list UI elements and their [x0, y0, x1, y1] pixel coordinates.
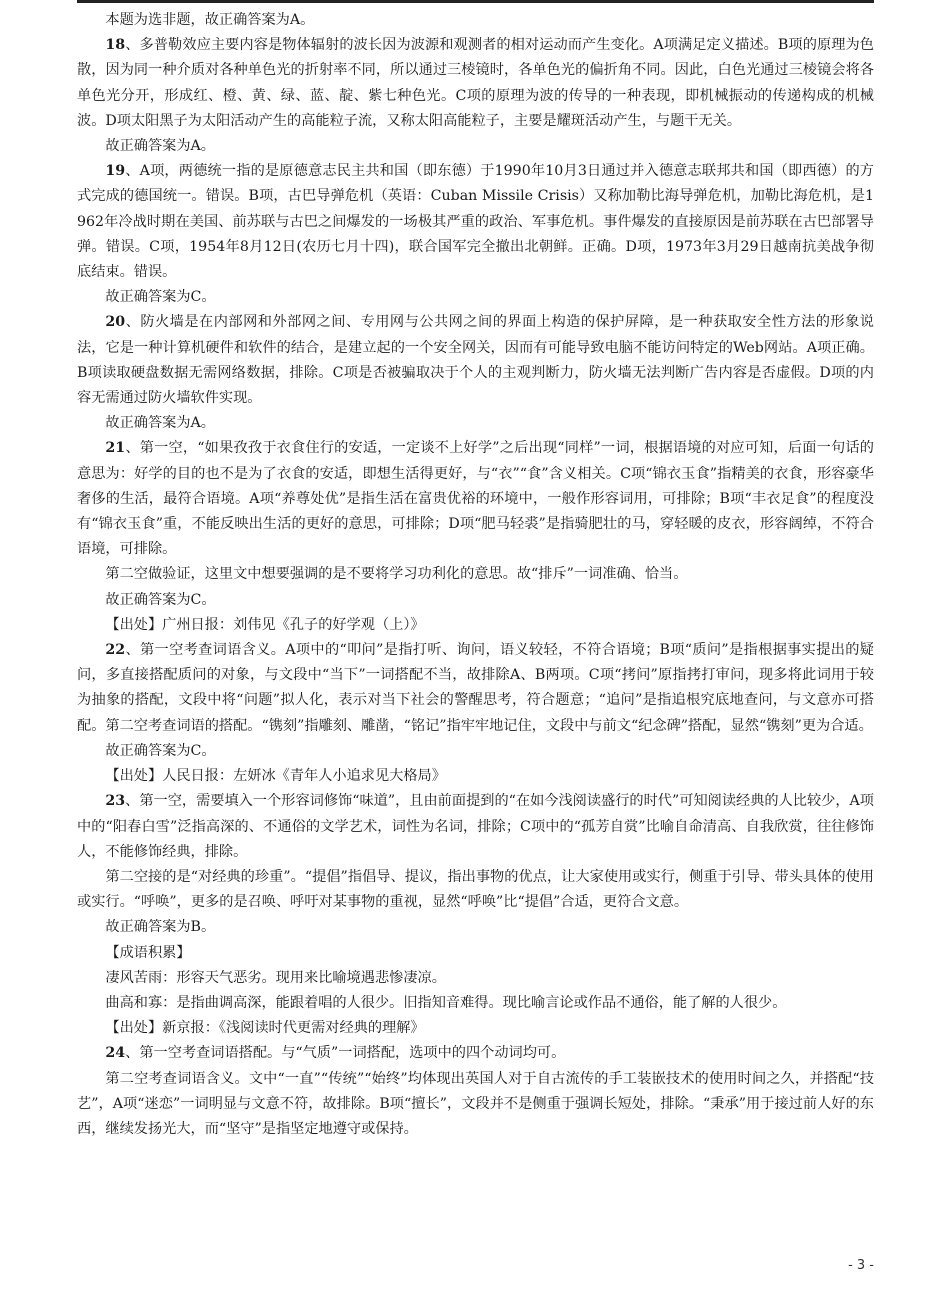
question-19-explanation	[77, 159, 874, 285]
paragraph	[77, 588, 874, 613]
question-number: 21	[105, 440, 126, 457]
paragraph-text: 【出处】新京报：《浅阅读时代更需对经典的理解》	[105, 1020, 425, 1037]
question-number: 23	[105, 793, 126, 810]
paragraph-text: 本题为选非题，故正确答案为A。	[105, 12, 315, 28]
paragraph-text: 【出处】广州日报：刘伟见《孔子的好学观（上）》	[105, 616, 425, 633]
paragraph	[77, 134, 874, 159]
question-24-explanation	[77, 1041, 874, 1066]
paragraph-text: 故正确答案为C。	[105, 742, 216, 759]
paragraph	[77, 613, 874, 638]
paragraph-text: 、多普勒效应主要内容是物体辐射的波长因为波源和观测者的相对运动而产生变化。A项满足定义描述。B项的原理为色散，因为同一种介质对各种单色光的折射率不同，所以通过三棱镜时，各单色光的偏折角不同。因此，白色光通过三棱镜会将各单色光分开，形成红、橙、黄、绿、蓝、靛、紫七种色光。C项的原理为波的传导的一种表现，即机械振动的传递构成的机械波。D项太阳黑子为太阳活动产生的高能粒子流，又称太阳高能粒子，主要是耀斑活动产生，与题干无关。	[77, 37, 874, 129]
paragraph	[77, 865, 874, 915]
page-number: - 3 -	[848, 1258, 874, 1273]
paragraph-text: 、防火墙是在内部网和外部网之间、专用网与公共网之间的界面上构造的保护屏障，是一种获取安全性方法的形象说法，它是一种计算机硬件和软件的结合，是建立起的一个安全网关，因而有可能导致电脑不能访问特定的Web网站。A项正确。B项读取硬盘数据无需网络数据，排除。C项是否被骗取决于个人的主观判断力，防火墙无法判断广告内容是否虚假。D项的内容无需通过防火墙软件实现。	[77, 314, 874, 407]
paragraph-text: 、A项，两德统一指的是原德意志民主共和国（即东德）于1990年10月3日通过并入德意志联邦共和国（即西德）的方式完成的德国统一。错误。B项，古巴导弹危机（英语：Cuban Missile Crisis）又称加勒比海导弹危机，加勒比海危机，是1962年冷战时期在美国、前苏联与古巴之间爆发的一场极其严重的政治、军事危机。事件爆发的直接原因是前苏联在古巴部署导弹。错误。C项，1954年8月12日(农历七月十四)，联合国军完全撤出北朝鲜。正确。D项，1973年3月29日越南抗美战争彻底结束。错误。	[77, 163, 874, 281]
paragraph	[77, 1067, 874, 1143]
question-number: 18	[105, 37, 126, 54]
paragraph-text: 第二空做验证，这里文中想要强调的是不要将学习功利化的意思。故“排斥”一词准确、恰当。	[105, 566, 688, 583]
paragraph	[77, 562, 874, 587]
paragraph	[77, 1016, 874, 1041]
question-22-explanation	[77, 638, 874, 739]
paragraph-text: 故正确答案为B。	[105, 919, 216, 936]
paragraph-text: 【出处】人民日报：左妍冰《青年人小追求见大格局》	[105, 768, 446, 785]
question-number: 20	[105, 314, 126, 331]
paragraph	[77, 8, 874, 33]
paragraph-text: 、第一空考查词语搭配。与“气质”一词搭配，选项中的四个动词均可。	[125, 1045, 566, 1062]
question-21-explanation	[77, 436, 874, 562]
question-number: 22	[105, 642, 126, 659]
paragraph-text: 、第一空，“如果孜孜于衣食住行的安适，一定谈不上好学”之后出现“同样”一词，根据语境的对应可知，后面一句话的意思为：好学的目的也不是为了衣食的安适，即想生活得更好，与“衣”“食”含义相关。C项“锦衣玉食”指精美的衣食，形容豪华奢侈的生活，最符合语境。A项“养尊处优”是指生活在富贵优裕的环境中，一般作形容词用，可排除；B项“丰衣足食”的程度没有“锦衣玉食”重，不能反映出生活的更好的意思，可排除；D项“肥马轻裘”是指骑肥壮的马，穿轻暖的皮衣，形容阔绰，不符合语境，可排除。	[77, 440, 874, 558]
paragraph	[77, 764, 874, 789]
paragraph-text: 故正确答案为C。	[105, 289, 216, 306]
paragraph-text: 第二空考查词语含义。文中“一直”“传统”“始终”均体现出英国人对于自古流传的手工装嵌技术的使用时间之久，并搭配“技艺”，A项“迷恋”一词明显与文意不符，故排除。B项“擅长”，文段并不是侧重于强调长短处，排除。“秉承”用于接过前人好的东西，继续发扬光大，而“坚守”是指坚定地遵守或保持。	[77, 1070, 874, 1137]
paragraph-text: 曲高和寡：是指曲调高深，能跟着唱的人很少。旧指知音难得。现比喻言论或作品不通俗，能了解的人很少。	[105, 994, 787, 1011]
paragraph-text: 第二空接的是“对经典的珍重”。“提倡”指倡导、提议，指出事物的优点，让大家使用或实行，侧重于引导、带头具体的使用或实行。“呼唤”，更多的是召唤、呼吁对某事物的重视，显然“呼唤”比“提倡”合适，更符合文意。	[77, 868, 874, 911]
paragraph-text: 、第一空，需要填入一个形容词修饰“味道”，且由前面提到的“在如今浅阅读盛行的时代”可知阅读经典的人比较少，A项中的“阳春白雪”泛指高深的、不通俗的文学艺术，词性为名词，排除；C项中的“孤芳自赏”比喻自命清高、自我欣赏，往往修饰人，不能修饰经典，排除。	[77, 793, 874, 860]
paragraph	[77, 739, 874, 764]
paragraph-text: 【成语积累】	[105, 944, 191, 961]
question-number: 24	[105, 1045, 126, 1062]
question-number: 19	[105, 163, 126, 180]
paragraph	[77, 991, 874, 1016]
paragraph	[77, 915, 874, 940]
question-18-explanation	[77, 33, 874, 134]
paragraph-text: 、第一空考查词语含义。A项中的“叩问”是指打听、询问，语义较轻，不符合语境；B项“质问”是指根据事实提出的疑问，多直接搭配质问的对象，与文段中“当下”一词搭配不当，故排除A、B两项。C项“拷问”原指拷打审问，现多将此词用于较为抽象的搭配，文段中将“问题”拟人化，表示对当下社会的警醒思考，符合题意；“追问”是指追根究底地查问，与文意亦可搭配。第二空考查词语的搭配。“镌刻”指雕刻、雕凿，“铭记”指牢牢地记住，文段中与前文“纪念碑”搭配，显然“镌刻”更为合适。	[77, 642, 874, 734]
paragraph-text: 故正确答案为A。	[105, 415, 215, 432]
answer-explanations	[77, 8, 874, 1142]
paragraph	[77, 966, 874, 991]
paragraph	[77, 411, 874, 436]
header-rule	[77, 0, 874, 3]
paragraph	[77, 941, 874, 966]
paragraph	[77, 285, 874, 310]
question-23-explanation	[77, 789, 874, 865]
paragraph-text: 故正确答案为C。	[105, 591, 216, 608]
paragraph-text: 故正确答案为A。	[105, 138, 215, 155]
question-20-explanation	[77, 310, 874, 411]
paragraph-text: 凄风苦雨：形容天气恶劣。现用来比喻境遇悲惨凄凉。	[105, 969, 446, 986]
